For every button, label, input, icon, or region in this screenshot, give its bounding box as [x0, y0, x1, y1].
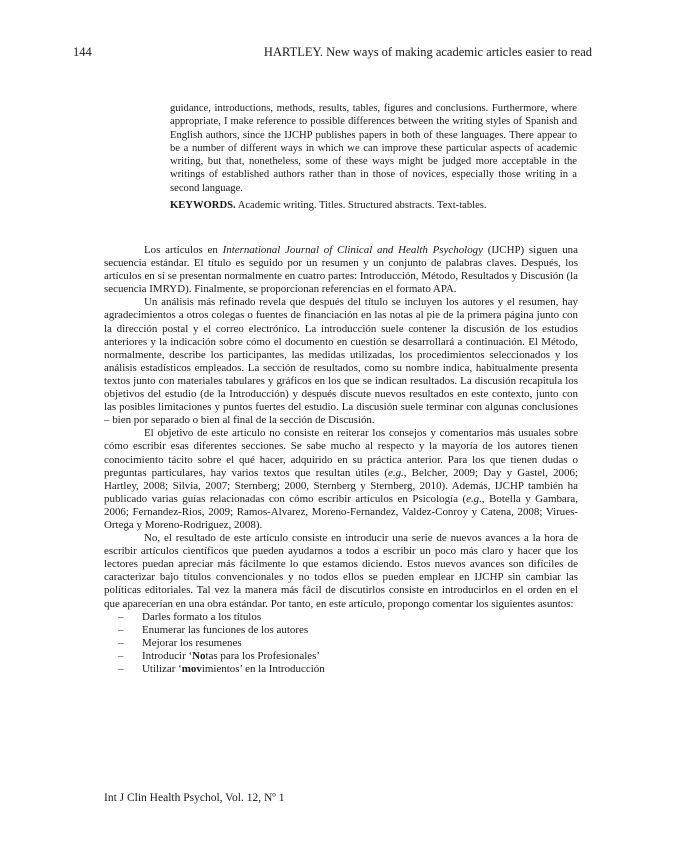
running-head: HARTLEY. New ways of making academic articles easier to read — [263, 45, 592, 59]
paragraph-3 — [104, 427, 578, 532]
abstract-text: guidance, introductions, methods, results, tables, figures and conclusions. Furthermore, where appropriate, I make reference to possible differences between the writing styles of Spanish and English authors, since the IJCHP publishes papers in both of these languages. There appear to be a number of different ways in which we can improve these particular aspects of academic writing, but that, nonetheless, some of these ways might be judged more acceptable in the writings of established authors rather than in those of novices, especially those writing in a second language. — [170, 103, 577, 194]
list-item-text: Utilizar ‘ — [142, 663, 182, 675]
eg-abbrev: e.g. — [387, 466, 404, 479]
keywords-text: Academic writing. Titles. Structured abstracts. Text-tables. — [235, 200, 487, 211]
paragraph-2: Un análisis más refinado revela que después del título se incluyen los autores y el resumen, hay agradecimientos a otros colegas o fuentes de financiación en las notas al pie de la primera página junto con la dirección postal y el correo electrónico. La introducción suele contener la discusión de los estudios anteriores y la indicación sobre cómo el documento en cuestión se desarrollará a continuación. El Método, normalmente, describe los participantes, las medidas utilizadas, los procedimientos seleccionados y los análisis estadísticos empleados. La sección de resultados, como su nombre indica, habitualmente presenta textos junto con materiales tabulares y gráficos en los que se indican resultados. La discusión recapitula los objetivos del estudio (de la Introducción) y después discute nuevos resultados en este contexto, junto con las posibles limitaciones y puntos fuertes del estudio. La discusión suele terminar con algunas conclusiones – bien por separado o bien al final de la sección de Discusión. — [104, 296, 578, 427]
paragraph-1-rest: (IJCHP) siguen una secuencia estándar. El título es seguido por un resumen y un conjunto de palabras claves. Después, los artículos en sí se presentan normalmente en cuatro partes: Introducción, Método, Resultados y Discusión (la secuencia IMRYD). Finalmente, se proporcionan referencias en el formato APA. — [104, 244, 578, 296]
dash-bullet: – — [118, 636, 124, 649]
article-body — [104, 244, 578, 676]
paragraph-1 — [104, 244, 578, 296]
page-number: 144 — [73, 45, 92, 59]
list-item-text: Mejorar los resumenes — [142, 636, 242, 649]
list-item-text: Enumerar las funciones de los autores — [142, 623, 309, 636]
dash-bullet: – — [118, 610, 124, 623]
list-item — [104, 637, 578, 650]
footer-journal: Int J Clin Health Psychol, Vol. 12, Nº 1 — [104, 792, 285, 804]
topics-list — [104, 611, 578, 676]
eg-abbrev: e.g. — [466, 492, 482, 505]
keywords-line — [170, 199, 577, 212]
paragraph-4: No, el resultado de este artículo consiste en introducir una serie de nuevos avances a la hora de escribir artículos científicos que pueden ayudarnos a todos a escribir un poco más claro y hacer que los lectores puedan apreciar más fácilmente lo que estamos diciendo. Estos nuevos avances son difíciles de caracterizar bajo títulos convencionales y no todos ellos se pueden emplear en IJCHP sin cambiar las políticas editoriales. Tal vez la manera más fácil de discutirlos consiste en introducirlos en el orden en el que aparecerían en una obra estándar. Por tanto, en este artículo, propongo comentar los siguientes asuntos: — [104, 532, 578, 610]
list-item-bold: No — [192, 649, 206, 662]
list-item — [104, 650, 578, 663]
paragraph-3-c: , Botella y Gambara, 2006; Fernandez-Rios, 2009; Ramos-Alvarez, Moreno-Fernandez, Valdez-Conroy y Catena, 2008; Virues-Ortega y Moreno-Rodriguez, 2008). — [104, 492, 579, 531]
dash-bullet: – — [118, 649, 124, 662]
list-item-text: imientos’ en la Introducción — [201, 663, 325, 675]
dash-bullet: – — [118, 623, 124, 636]
dash-bullet: – — [118, 663, 124, 675]
list-item — [104, 663, 578, 676]
list-item — [104, 611, 578, 624]
list-item-bold: mov — [181, 663, 202, 675]
paragraph-1-lead: Los artículos en — [144, 244, 223, 256]
paragraph-3-b: , Belcher, 2009; Day y Gastel, 2006; Hartley, 2008; Silvia, 2007; Sternberg; 2000, Sternberg y Sternberg, 2010). Además, IJCHP también ha publicado varias guías relacionadas con cómo escribir artículos en Psicología ( — [104, 466, 578, 505]
list-item — [104, 624, 578, 637]
list-item-text: Introducir ‘ — [142, 649, 193, 662]
journal-title: International Journal of Clinical and Health Psychology — [222, 244, 484, 256]
list-item-text: tas para los Profesionales’ — [205, 649, 321, 662]
keywords-label: KEYWORDS. — [170, 200, 236, 211]
list-item-text: Darles formato a los títulos — [142, 610, 262, 623]
paragraph-3-a: El objetivo de este artículo no consiste en reiterar los consejos y comentarios más usuales sobre cómo escribir esas diferentes secciones. Se sabe mucho al respecto y la mayoría de los autores tienen conocimiento tácito sobre el qué hacer, adquirido en su práctica anterior. Para los que tienen dudas o preguntas particulares, hay varios textos que resultan útiles ( — [104, 427, 578, 479]
